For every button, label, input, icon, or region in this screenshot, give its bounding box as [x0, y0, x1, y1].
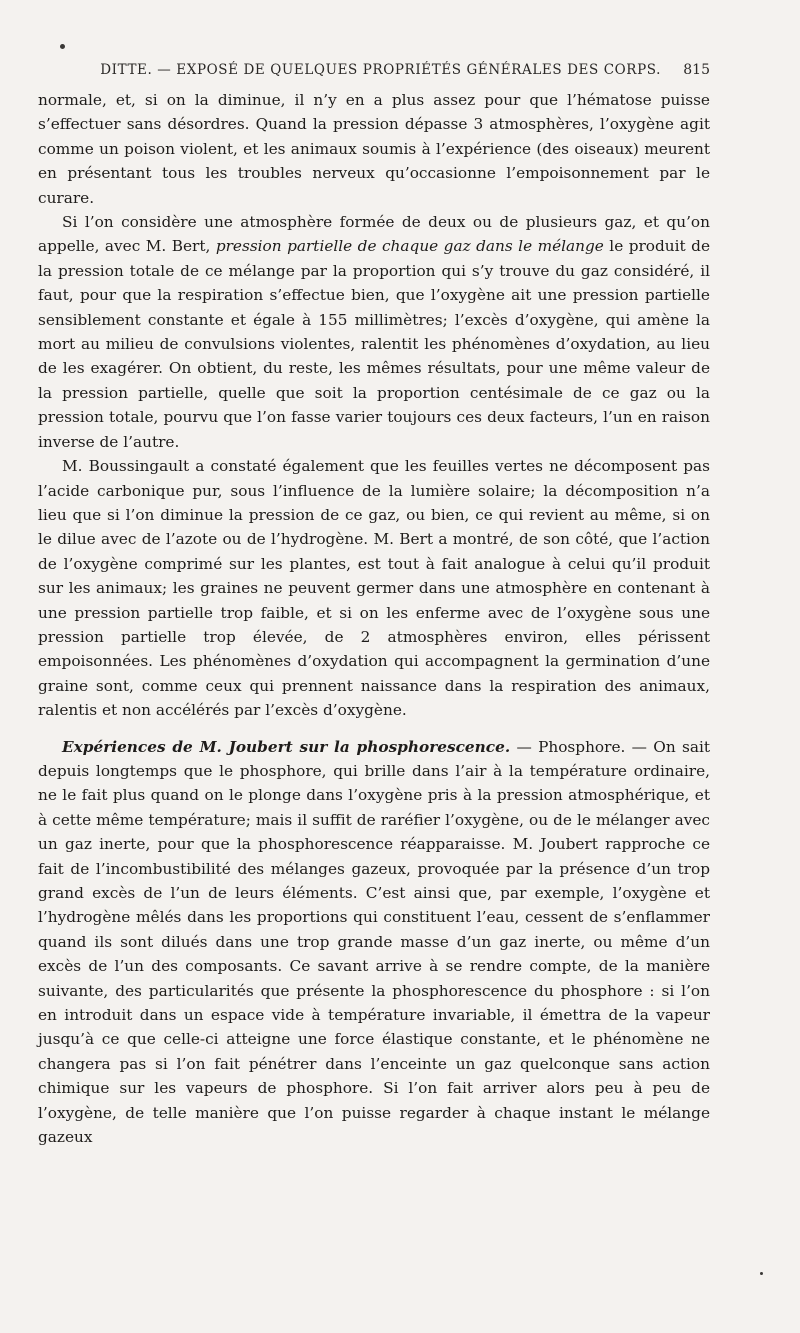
paragraph-partial-pressure	[38, 210, 710, 454]
book-page	[38, 62, 710, 1149]
print-speck-bottom	[760, 1272, 763, 1275]
page-number: 815	[683, 62, 710, 78]
paragraph-text: le produit de la pression totale de ce mélange par la proportion qui s’y trouve du gaz considéré, il faut, pour que la respiration s’effectue bien, que l’oxygène ait une pression partielle sensiblement constante et égale à 155 millimètres; l’excès d’oxygène, qui amène la mort au milieu de convulsions violentes, ralentit les phénomènes d’oxydation, au lieu de les exagérer. On obtient, du reste, les mêmes résultats, pour une même valeur de la pression partielle, quelle que soit la proportion centésimale de ce gaz ou la pression totale, pourvu que l’on fasse varier toujours ces deux facteurs, l’un en raison inverse de l’autre.	[38, 237, 710, 451]
running-header-title: DITTE. — EXPOSÉ DE QUELQUES PROPRIÉTÉS GÉNÉRALES DES CORPS.	[100, 62, 662, 78]
paragraph-continued: normale, et, si on la diminue, il n’y en a plus assez pour que l’hématose puisse s’effectuer sans désordres. Quand la pression dépasse 3 atmosphères, l’oxygène agit comme un poison violent, et les animaux soumis à l’expérience (des oiseaux) meurent en présentant tous les troubles nerveux qu’occasionne l’empoisonnement par le curare.	[38, 91, 710, 207]
section-heading: Expériences de M. Joubert sur la phosphorescence.	[62, 737, 511, 756]
paragraph-text: Si l’on considère une atmosphère formée de deux ou de plusieurs gaz, et qu’on appelle, avec M. Bert,	[38, 213, 710, 256]
running-header	[38, 62, 710, 88]
print-speck-top	[60, 44, 65, 49]
paragraph-boussingault: M. Boussingault a constaté également que les feuilles vertes ne décomposent pas l’acide carbonique pur, sous l’influence de la lumière solaire; la décomposition n’a lieu que si l’on diminue la pression de ce gaz, ou bien, ce qui revient au même, si on le dilue avec de l’azote ou de l’hydrogène. M. Bert a montré, de son côté, que l’action de l’oxygène comprimé sur les plantes, est tout à fait analogue à celui qu’il produit sur les animaux; les graines ne peuvent germer dans une atmosphère en contenant à une pression partielle trop faible, et si on les enferme avec de l’oxygène sous une pression partielle trop élevée, de 2 atmosphères environ, elles périssent empoisonnées. Les phénomènes d’oxydation qui accompagnent la germination d’une graine sont, comme ceux qui prennent naissance dans la respiration des animaux, ralentis et non accélérés par l’excès d’oxygène.	[38, 457, 710, 720]
paragraph-joubert	[38, 735, 710, 1150]
italic-term: pression partielle de chaque gaz dans le mélange	[215, 237, 604, 256]
paragraph-text: — Phosphore. — On sait depuis longtemps que le phosphore, qui brille dans l’air à la température ordinaire, ne le fait plus quand on le plonge dans l’oxygène pris à la pression atmosphérique, et à cette même température; mais il suffit de raréfier l’oxygène, ou de le mélanger avec un gaz inerte, pour que la phosphorescence réapparaisse. M. Joubert rapproche ce fait de l’incombustibilité des mélanges gazeux, provoquée par la présence d’un trop grand excès de l’un de leurs éléments. C’est ainsi que, par exemple, l’oxygène et l’hydrogène mêlés dans les proportions qui constituent l’eau, cessent de s’enflammer quand ils sont dilués dans une trop grande masse d’un gaz inerte, ou même d’un excès de l’un des composants. Ce savant arrive à se rendre compte, de la manière suivante, des particularités que présente la phosphorescence du phosphore : si l’on en introduit dans un espace vide à température invariable, il émettra de la vapeur jusqu’à ce que celle-ci atteigne une force élastique constante, et le phénomène ne changera pas si l’on fait pénétrer dans l’enceinte un gaz quelconque sans action chimique sur les vapeurs de phosphore. Si l’on fait arriver alors peu à peu de l’oxygène, de telle manière que l’on puisse regarder à chaque instant le mélange gazeux	[38, 737, 710, 1147]
